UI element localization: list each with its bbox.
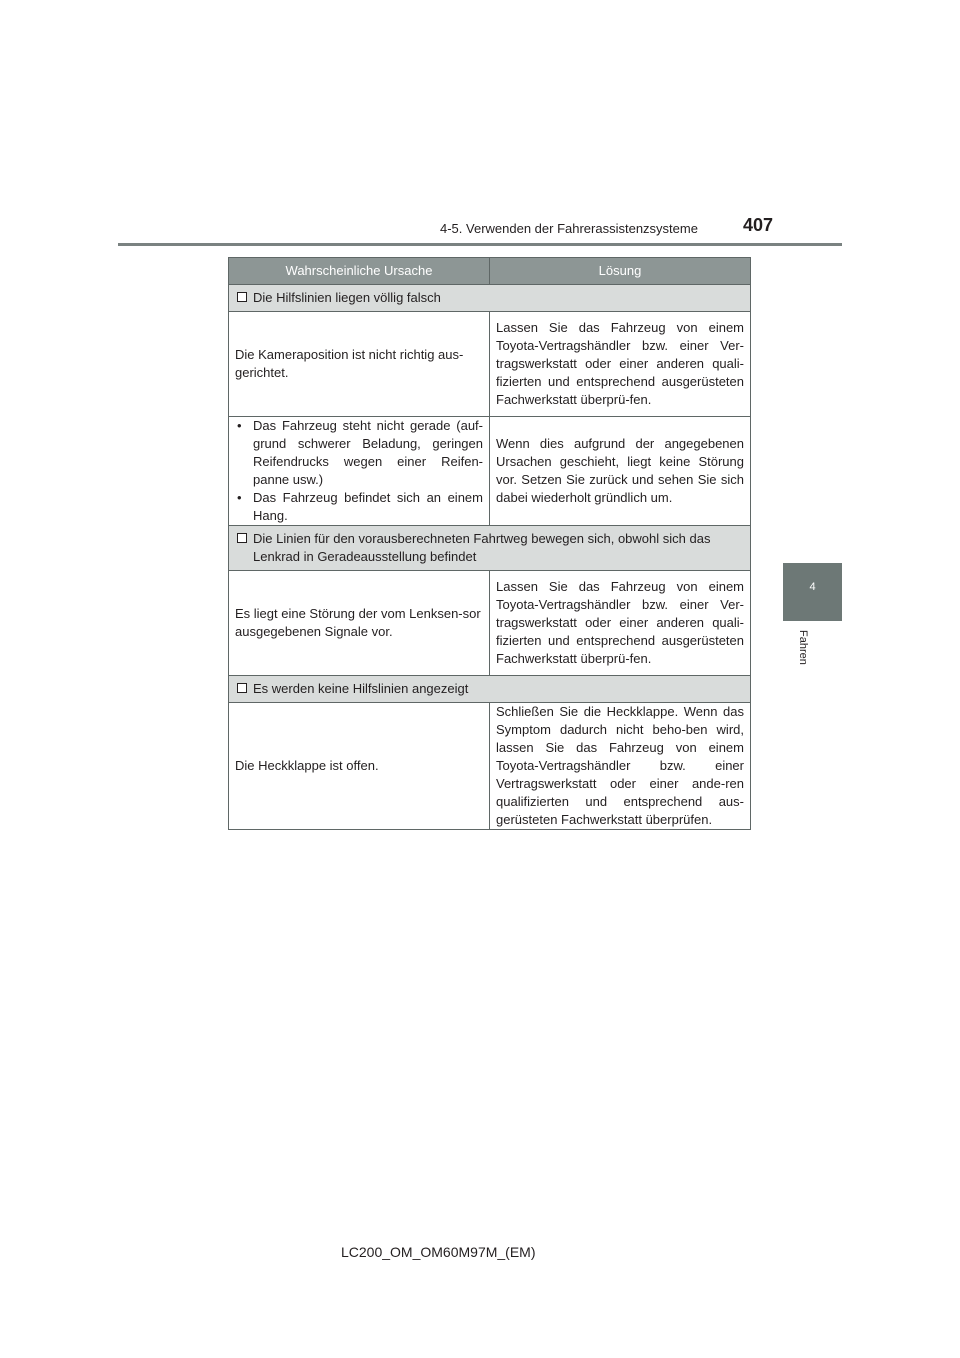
cause-cell: Die Kameraposition ist nicht richtig aus-gerichtet. (229, 312, 490, 417)
cause-list (235, 417, 483, 525)
chapter-number: 4 (809, 581, 816, 593)
solution-cell: Lassen Sie das Fahrzeug von einem Toyota-Vertragshändler bzw. einer Ver-tragswerkstatt oder einer anderen quali-fizierten und entsprechend ausgerüsteten Fachwerkstatt überprü-fen. (490, 571, 751, 676)
cause-cell: Es liegt eine Störung der vom Lenksen-sor ausgegebenen Signale vor. (229, 571, 490, 676)
list-item: • Das Fahrzeug steht nicht gerade (auf-grund schwerer Beladung, geringen Reifendrucks wegen einer Reifen-panne usw.) (235, 417, 483, 489)
troubleshooting-table (228, 257, 751, 830)
symptom-cell (229, 676, 751, 703)
table-row (229, 312, 751, 417)
table-header-row (229, 258, 751, 285)
checkbox-square-icon (237, 292, 247, 302)
solution-cell: Lassen Sie das Fahrzeug von einem Toyota-Vertragshändler bzw. einer Ver-tragswerkstatt oder einer anderen quali-fizierten und entsprechend ausgerüsteten Fachwerkstatt überprü-fen. (490, 312, 751, 417)
chapter-tab (783, 563, 842, 621)
symptom-row (229, 676, 751, 703)
symptom-cell (229, 526, 751, 571)
cause-cell (229, 417, 490, 526)
checkbox-square-icon (237, 683, 247, 693)
table-row (229, 703, 751, 830)
column-header-solution: Lösung (490, 258, 751, 285)
symptom-row (229, 285, 751, 312)
table-row (229, 417, 751, 526)
symptom-text: Die Hilfslinien liegen völlig falsch (253, 290, 441, 305)
table-row (229, 571, 751, 676)
cause-cell: Die Heckklappe ist offen. (229, 703, 490, 830)
header-divider (118, 243, 842, 246)
checkbox-square-icon (237, 533, 247, 543)
solution-cell: Wenn dies aufgrund der angegebenen Ursachen geschieht, liegt keine Störung vor. Setzen Sie zurück und sehen Sie sich dabei wiederholt gründlich um. (490, 417, 751, 526)
chapter-label: Fahren (797, 630, 809, 665)
section-title: 4-5. Verwenden der Fahrerassistenzsysteme (440, 221, 698, 236)
list-item: • Das Fahrzeug befindet sich an einem Hang. (235, 489, 483, 525)
symptom-text: Es werden keine Hilfslinien angezeigt (253, 681, 469, 696)
symptom-row (229, 526, 751, 571)
page-number: 407 (743, 215, 774, 235)
document-code: LC200_OM_OM60M97M_(EM) (341, 1244, 536, 1260)
symptom-text: Die Linien für den vorausberechneten Fahrtweg bewegen sich, obwohl sich das Lenkrad in Geradeausstellung befindet (253, 531, 711, 564)
column-header-cause: Wahrscheinliche Ursache (229, 258, 490, 285)
solution-cell: Schließen Sie die Heckklappe. Wenn das Symptom dadurch nicht beho-ben wird, lassen Sie das Fahrzeug von einem Toyota-Vertragshändler bzw. einer Vertragswerkstatt oder einer ande-ren qualifizierten und entsprechend aus-gerüsteten Fachwerkstatt überprüfen. (490, 703, 751, 830)
symptom-cell (229, 285, 751, 312)
